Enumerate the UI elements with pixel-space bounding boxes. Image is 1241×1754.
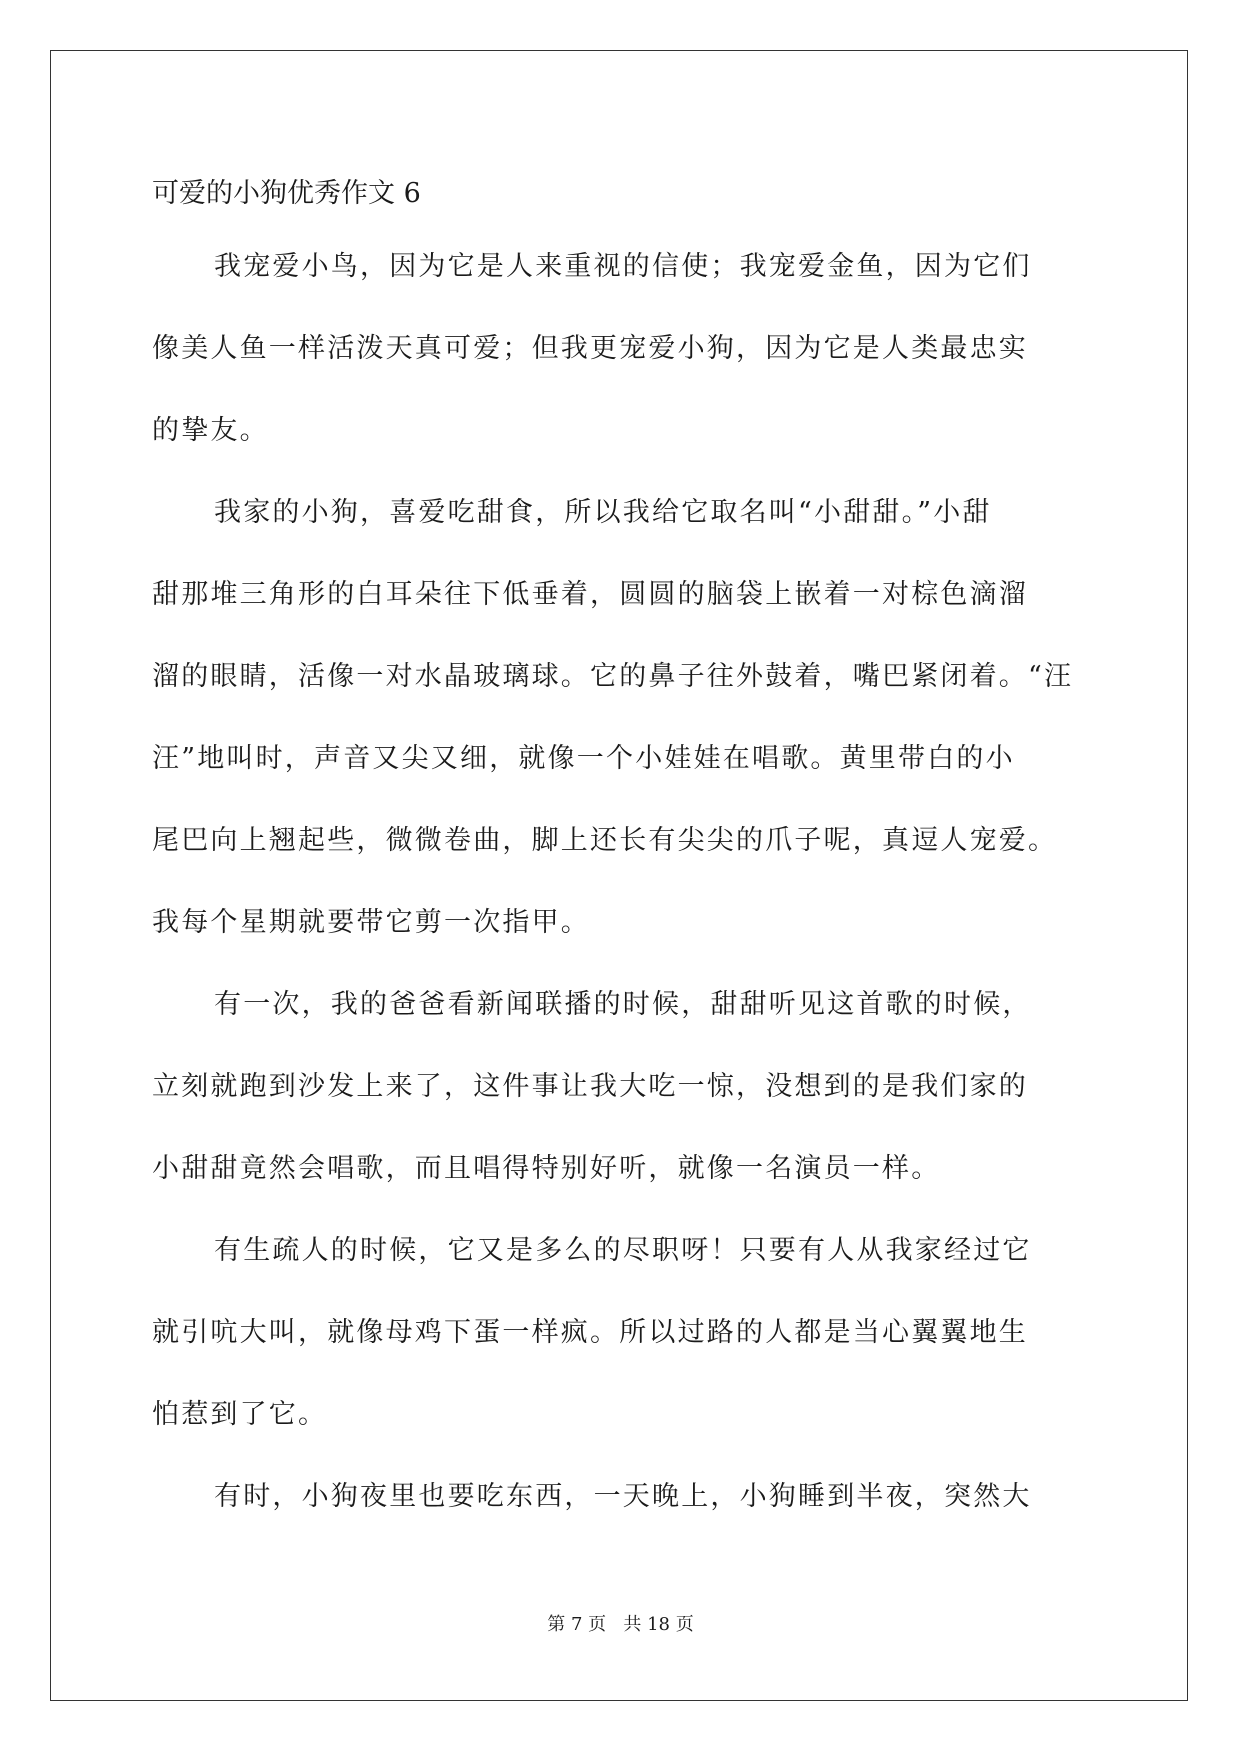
paragraph-1 bbox=[152, 226, 1092, 472]
paragraph-2 bbox=[152, 472, 1092, 964]
paragraph-4 bbox=[152, 1210, 1092, 1456]
text-line: 立刻就跑到沙发上来了，这件事让我大吃一惊，没想到的是我们家的 bbox=[152, 1071, 1028, 1102]
text-line: 小甜甜竟然会唱歌，而且唱得特别好听，就像一名演员一样。 bbox=[152, 1153, 941, 1184]
text-line: 的挚友。 bbox=[152, 415, 269, 446]
page-footer: 第 7 页 共 18 页 bbox=[547, 1614, 694, 1635]
paragraph-5 bbox=[152, 1456, 1092, 1538]
text-line: 有时，小狗夜里也要吃东西，一天晚上，小狗睡到半夜，突然大 bbox=[214, 1481, 1032, 1512]
document-title: 可爱的小狗优秀作文 6 bbox=[152, 178, 421, 209]
text-line: 我宠爱小鸟，因为它是人来重视的信使；我宠爱金鱼，因为它们 bbox=[214, 251, 1032, 282]
text-line: 我家的小狗，喜爱吃甜食，所以我给它取名叫“小甜甜。”小甜 bbox=[214, 497, 992, 528]
text-line: 有生疏人的时候，它又是多么的尽职呀！只要有人从我家经过它 bbox=[214, 1235, 1032, 1266]
text-line: 怕惹到了它。 bbox=[152, 1399, 328, 1430]
text-line: 汪”地叫时，声音又尖又细，就像一个小娃娃在唱歌。黄里带白的小 bbox=[152, 743, 1015, 774]
text-line: 甜那堆三角形的白耳朵往下低垂着，圆圆的脑袋上嵌着一对棕色滴溜 bbox=[152, 579, 1028, 610]
text-line: 尾巴向上翘起些，微微卷曲，脚上还长有尖尖的爪子呢，真逗人宠爱。 bbox=[152, 825, 1058, 856]
document-body bbox=[152, 162, 1092, 1538]
text-line: 有一次，我的爸爸看新闻联播的时候，甜甜听见这首歌的时候， bbox=[214, 989, 1032, 1020]
text-line: 像美人鱼一样活泼天真可爱；但我更宠爱小狗，因为它是人类最忠实 bbox=[152, 333, 1028, 364]
text-line: 我每个星期就要带它剪一次指甲。 bbox=[152, 907, 590, 938]
paragraph-3 bbox=[152, 964, 1092, 1210]
text-line: 溜的眼睛，活像一对水晶玻璃球。它的鼻子往外鼓着，嘴巴紧闭着。“汪 bbox=[152, 661, 1074, 692]
text-line: 就引吭大叫，就像母鸡下蛋一样疯。所以过路的人都是当心翼翼地生 bbox=[152, 1317, 1028, 1348]
